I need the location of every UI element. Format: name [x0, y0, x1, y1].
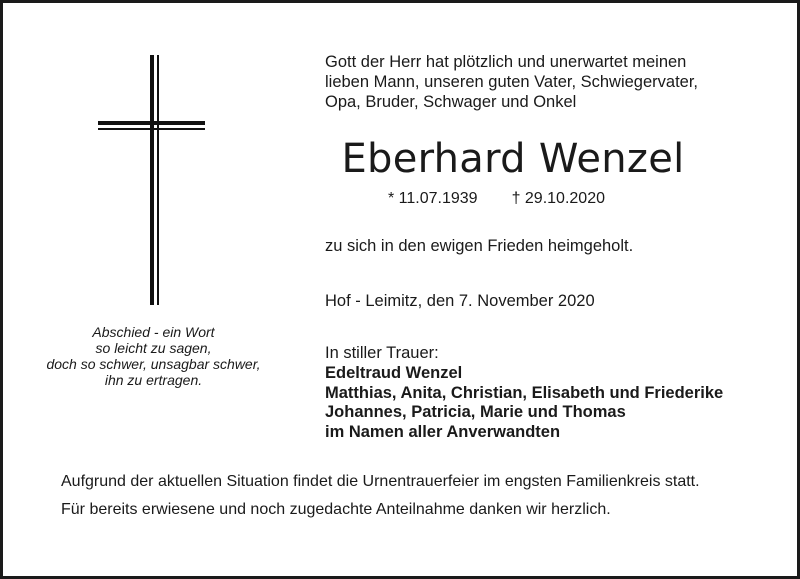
mourner-line: Edeltraud Wenzel — [325, 364, 463, 382]
poem-line: so leicht zu sagen, — [95, 340, 212, 356]
intro-line: lieben Mann, unseren guten Vater, Schwiegervater, — [325, 73, 699, 91]
life-dates — [388, 189, 688, 209]
intro-text — [325, 52, 795, 112]
place-date: Hof - Leimitz, den 7. November 2020 — [325, 292, 595, 310]
mourners-list — [325, 364, 795, 442]
mourning-heading: In stiller Trauer: — [325, 344, 439, 362]
death-date: † 29.10.2020 — [511, 190, 605, 207]
farewell-poem — [21, 324, 286, 388]
thanks-note: Für bereits erwiesene und noch zugedachte Anteilnahme danken wir herzlich. — [61, 501, 611, 518]
mourner-line: im Namen aller Anverwandten — [325, 422, 561, 441]
poem-line: doch so schwer, unsagbar schwer, — [46, 356, 261, 372]
intro-line: Gott der Herr hat plötzlich und unerwartet meinen — [325, 53, 687, 71]
heimgeholt-text: zu sich in den ewigen Frieden heimgeholt. — [325, 237, 634, 255]
intro-line: Opa, Bruder, Schwager und Onkel — [325, 93, 577, 111]
mourner-line: Matthias, Anita, Christian, Elisabeth und Friederike — [325, 383, 724, 402]
birth-date: * 11.07.1939 — [388, 190, 478, 207]
ceremony-note: Aufgrund der aktuellen Situation findet die Urnentrauerfeier im engsten Familienkreis statt. — [61, 473, 700, 490]
deceased-name: Eberhard Wenzel — [341, 136, 685, 182]
poem-line: ihn zu ertragen. — [104, 372, 203, 388]
mourner-line: Johannes, Patricia, Marie und Thomas — [325, 403, 626, 421]
poem-line: Abschied - ein Wort — [92, 324, 215, 340]
cross-icon — [98, 55, 205, 305]
